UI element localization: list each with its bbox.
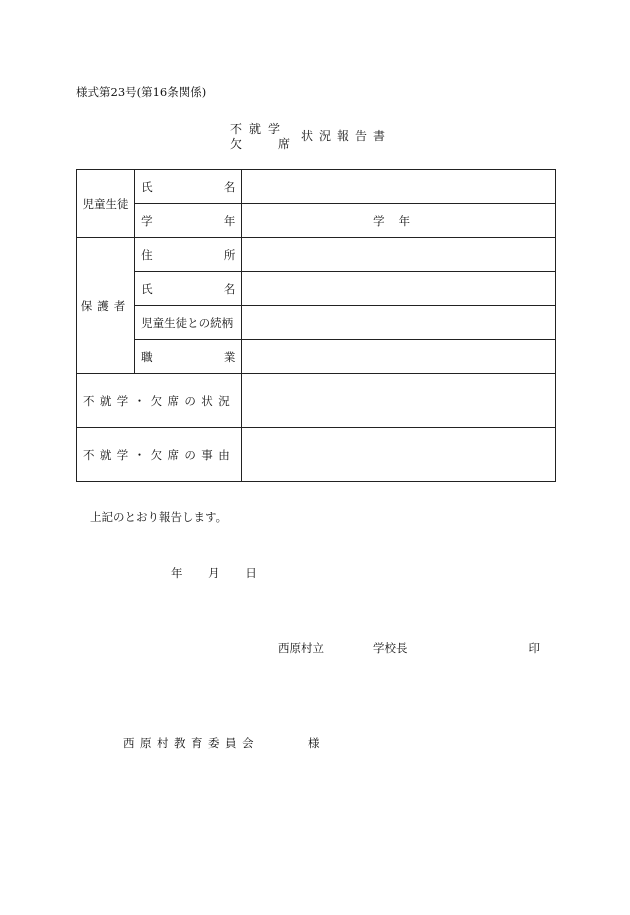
guardian-relation-label: 児童生徒との続柄 (135, 306, 242, 340)
date-year-label: 年 (171, 566, 183, 580)
report-table (76, 169, 556, 482)
student-name-label (135, 170, 242, 204)
title-bottom-row (230, 135, 291, 152)
guardian-job-label (135, 340, 242, 374)
label-part: 所 (223, 247, 236, 262)
table-row (77, 340, 556, 374)
seal-mark: 印 (528, 641, 540, 655)
school-prefix: 西原村立 (278, 641, 324, 655)
recipient-line (123, 735, 323, 751)
guardian-address-field[interactable] (242, 238, 556, 272)
label-part: 業 (223, 349, 236, 364)
table-row (77, 204, 556, 238)
report-statement: 上記のとおり報告します。 (90, 510, 228, 524)
label-part: 名 (223, 281, 236, 296)
label-part: 学 (141, 213, 153, 228)
table-row (77, 170, 556, 204)
table-row (77, 428, 556, 482)
guardian-address-label (135, 238, 242, 272)
label-part: 住 (141, 247, 153, 262)
title-bottom-right: 席 (278, 137, 291, 151)
table-row (77, 374, 556, 428)
guardian-job-field[interactable] (242, 340, 556, 374)
guardian-relation-field[interactable] (242, 306, 556, 340)
label-part: 職 (141, 349, 153, 364)
signature-line (278, 640, 540, 656)
table-row (77, 306, 556, 340)
title-main-text: 状況報告書 (301, 129, 392, 143)
title-bottom-left: 欠 (230, 137, 243, 151)
grade-unit-text: 学年 (373, 213, 425, 228)
label-part: 氏 (141, 179, 153, 194)
document-title (230, 120, 400, 156)
recipient-honorific: 様 (308, 736, 320, 750)
student-grade-label (135, 204, 242, 238)
guardian-name-field[interactable] (242, 272, 556, 306)
label-part: 年 (223, 213, 236, 228)
recipient-name: 西原村教育委員会 (123, 736, 259, 750)
date-line (171, 565, 257, 581)
table-row (77, 272, 556, 306)
date-day-label: 日 (245, 566, 257, 580)
form-number: 様式第23号(第16条関係) (76, 85, 207, 99)
guardian-name-label (135, 272, 242, 306)
student-grade-field[interactable] (242, 204, 556, 238)
student-name-field[interactable] (242, 170, 556, 204)
label-part: 氏 (141, 281, 153, 296)
absence-reason-field[interactable] (242, 428, 556, 482)
student-group-label: 児童生徒 (77, 170, 135, 238)
title-top-text: 不就学 (230, 122, 288, 136)
table-row (77, 238, 556, 272)
absence-status-field[interactable] (242, 374, 556, 428)
date-month-label: 月 (208, 566, 220, 580)
absence-status-label: 不就学・欠席の状況 (77, 374, 242, 428)
label-part: 名 (223, 179, 236, 194)
absence-reason-label: 不就学・欠席の事由 (77, 428, 242, 482)
principal-label: 学校長 (373, 641, 408, 655)
guardian-group-label: 保護者 (77, 238, 135, 374)
